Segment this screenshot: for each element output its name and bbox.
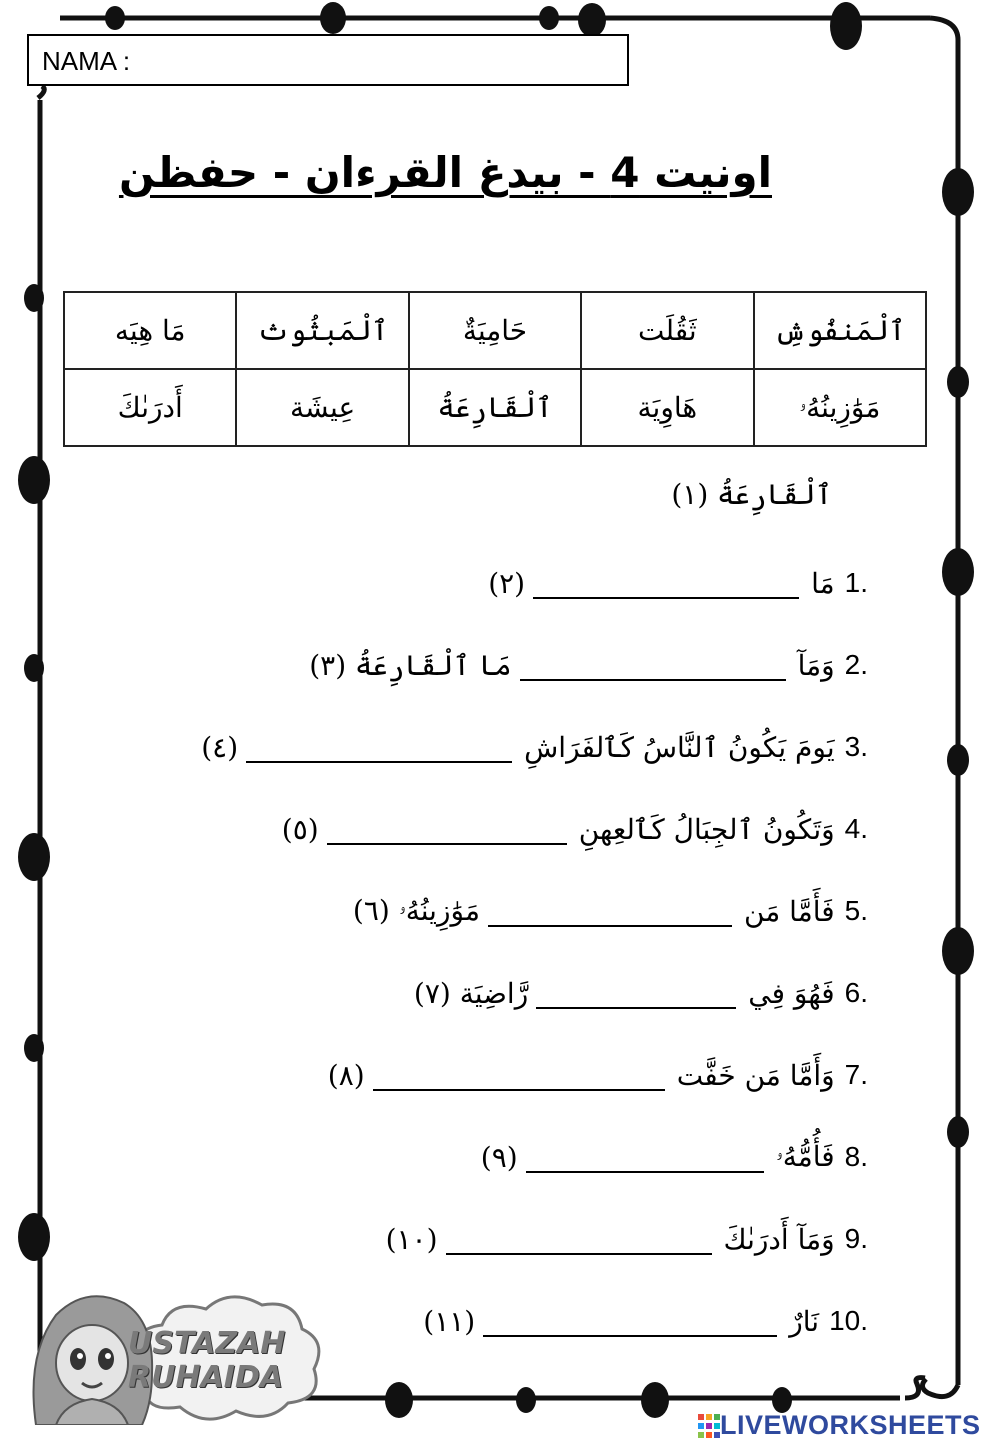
liveworksheets-watermark — [698, 1410, 981, 1441]
question-ending: مَا ٱلْقَارِعَةُ (٣) — [309, 648, 512, 682]
question-number: 5. — [844, 895, 868, 926]
answer-blank[interactable] — [536, 977, 736, 1009]
question-body — [488, 567, 834, 600]
logo-line-1: USTAZAH — [128, 1326, 286, 1361]
question-row — [309, 642, 868, 688]
question-row — [481, 1134, 868, 1180]
question-text: فَهُوَ فِي — [748, 976, 835, 1010]
question-text: فَأُمُّهُۥ — [775, 1140, 835, 1173]
word-bank-cell: ثَقُلَت — [581, 292, 753, 369]
question-text: نَارٌ — [789, 1304, 820, 1338]
question-number: 6. — [844, 977, 868, 1008]
question-body — [328, 1059, 835, 1092]
surah-header-line: ٱلْقَارِعَةُ (١) — [671, 478, 832, 511]
word-bank-cell: ٱلْقَارِعَةُ — [409, 369, 581, 446]
question-ending: مَوَٰزِينُهُۥ (٦) — [352, 894, 480, 927]
answer-blank[interactable] — [526, 1141, 764, 1173]
question-ending: (٢) — [488, 566, 526, 600]
question-row — [328, 1052, 868, 1098]
question-row — [488, 560, 868, 606]
question-text: يَومَ يَكُونُ ٱلنَّاسُ كَٱلفَرَاشِ — [524, 730, 835, 764]
liveworksheets-text: LIVEWORKSHEETS — [720, 1410, 981, 1440]
question-body — [414, 977, 835, 1010]
answer-blank[interactable] — [488, 895, 732, 927]
question-row — [423, 1298, 868, 1344]
question-body — [386, 1223, 835, 1256]
word-bank-cell: عِيشَة — [236, 369, 408, 446]
question-ending: (٤) — [201, 730, 239, 764]
teacher-logo — [28, 1275, 338, 1425]
page-title: اونيت 4 - بيدغ القرءان - حفظن — [118, 148, 772, 197]
question-body — [309, 649, 834, 682]
question-text: وَأَمَّا مَن خَفَّت — [676, 1058, 835, 1092]
question-number: 1. — [844, 567, 868, 598]
word-bank-cell: أَدرَىٰكَ — [64, 369, 236, 446]
name-input[interactable] — [159, 42, 618, 80]
word-bank-cell: مَا هِيَه — [64, 292, 236, 369]
word-bank-table — [63, 291, 927, 447]
question-text: وَمَآ — [797, 648, 835, 682]
question-ending: (٥) — [281, 812, 319, 846]
question-ending: (١٠) — [385, 1222, 438, 1256]
question-row — [386, 1216, 868, 1262]
word-bank-cell: هَاوِيَة — [581, 369, 753, 446]
question-number: 7. — [844, 1059, 868, 1090]
question-number: 9. — [844, 1223, 868, 1254]
question-number: 3. — [844, 731, 868, 762]
question-number: 10. — [829, 1305, 868, 1336]
question-body — [481, 1140, 835, 1174]
question-text: مَا — [811, 566, 835, 600]
question-number: 4. — [844, 813, 868, 844]
answer-blank[interactable] — [327, 813, 567, 845]
question-body — [423, 1305, 819, 1338]
word-bank-cell: حَامِيَةٌ — [409, 292, 581, 369]
word-bank-row — [64, 369, 926, 446]
question-body — [282, 813, 835, 846]
question-ending: (٨) — [327, 1058, 365, 1092]
answer-blank[interactable] — [373, 1059, 665, 1091]
answer-blank[interactable] — [246, 731, 512, 763]
answer-blank[interactable] — [520, 649, 786, 681]
question-row — [353, 888, 868, 934]
question-row — [201, 724, 868, 770]
question-ending: (٩) — [480, 1140, 518, 1174]
name-box — [27, 34, 629, 86]
question-ending: (١١) — [423, 1304, 476, 1338]
question-text: فَأَمَّا مَن — [743, 894, 835, 928]
answer-blank[interactable] — [483, 1305, 777, 1337]
name-label: NAMA : — [42, 46, 131, 76]
word-bank-cell: ٱلْمَنفُوشِ — [754, 292, 926, 369]
question-ending: رَّاضِيَة (٧) — [413, 976, 529, 1010]
question-body — [201, 731, 834, 764]
question-row — [282, 806, 868, 852]
answer-blank[interactable] — [446, 1223, 712, 1255]
liveworksheets-icon — [698, 1414, 720, 1438]
word-bank-row — [64, 292, 926, 369]
question-row — [414, 970, 868, 1016]
answer-blank[interactable] — [533, 567, 799, 599]
question-text: وَتَكُونُ ٱلجِبَالُ كَٱلعِهنِ — [578, 812, 835, 846]
word-bank-cell: مَوَٰزِينُهُۥ — [754, 369, 926, 446]
question-number: 8. — [844, 1141, 868, 1172]
question-text: وَمَآ أَدرَىٰكَ — [723, 1222, 835, 1256]
word-bank-cell: ٱلْمَبثُوث — [236, 292, 408, 369]
question-body — [353, 894, 835, 928]
logo-line-2: RUHAIDA — [128, 1360, 284, 1395]
question-number: 2. — [844, 649, 868, 680]
